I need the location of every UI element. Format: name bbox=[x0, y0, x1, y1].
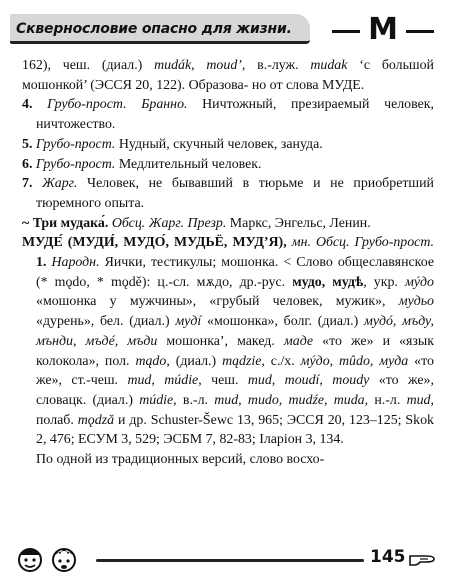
footer-rule bbox=[96, 559, 364, 562]
sense-6: 6. Грубо-прост. Медлительный человек. bbox=[22, 156, 262, 172]
sense-4: 4. Грубо-прост. Бранно. Ничтожный, презираемый человек, ничтожество. bbox=[22, 97, 434, 133]
running-title: Сквернословие опасно для жизни. bbox=[16, 21, 292, 37]
sense-7: 7. Жарг. Человек, не бывавший в тюрьме и не приобретший тюремного опыта. bbox=[22, 176, 434, 211]
idiom: ~ Три мудака́. Обсц. Жарг. Презр. Маркс, Энгельс, Ленин. bbox=[22, 215, 371, 231]
page-number: 145 bbox=[370, 547, 406, 567]
pointing-hand-icon bbox=[408, 551, 436, 567]
entry-headword: МУДЕ́ (МУДИ́, МУДО́, МУДЬЁ, МУД’Я), bbox=[22, 235, 287, 251]
page-footer bbox=[0, 545, 452, 577]
continuation-paragraph: 162), чеш. (диал.) mudák, moud’, в.-луж. mudak ‘с большой мошонкой’ (ЭССЯ 20, 122). Образова- но от слова МУДЕ. bbox=[22, 58, 434, 93]
section-letter: M bbox=[328, 12, 438, 48]
running-header bbox=[10, 14, 442, 48]
dictionary-text bbox=[22, 56, 434, 470]
faces-icon bbox=[12, 545, 86, 575]
sense-5: 5. Грубо-прост. Нудный, скучный человек, зануда. bbox=[22, 136, 323, 152]
header-band bbox=[10, 14, 310, 44]
entry-mude: МУДЕ́ (МУДИ́, МУДО́, МУДЬЁ, МУД’Я), мн. Обсц. Грубо-прост. 1. Народн. Яички, тестикулы; мошонка. < Слово общеславянское (* mǫdo, * mǫdě): ц.-сл. мѫдо, др.-рус. мудо, мудѣ, укр. мýдо «мошонка у мужчины», «грубый человек, мужик», мудьо «дурень», бел. (диал.) мудí «мошонка», болг. (диал.) мудó, мъду, мъндu, мъдé, мъдu мошонка’, макед. маде «то же» и «язык колокола», пол. mądo, (диал.) mądzie, с./х. мýдо, mûdo, муда «то же», ст.-чеш. mud, múdie, чеш. mud, moudí, moudy «то же», словацк. (диал.) múdie, в.-л. mud, mudo, mudźe, muda, н.-л. mud, полаб. mǫdză и др. Schuster-Šewc 13, 965; ЭССЯ 20, 123–125; Skok 2, 476; ЕСУМ 3, 529; ЭСБМ 7, 82-83; Іларіон 3, 134. bbox=[22, 235, 435, 448]
last-line: По одной из традиционных версий, слово восхо- bbox=[36, 452, 325, 468]
